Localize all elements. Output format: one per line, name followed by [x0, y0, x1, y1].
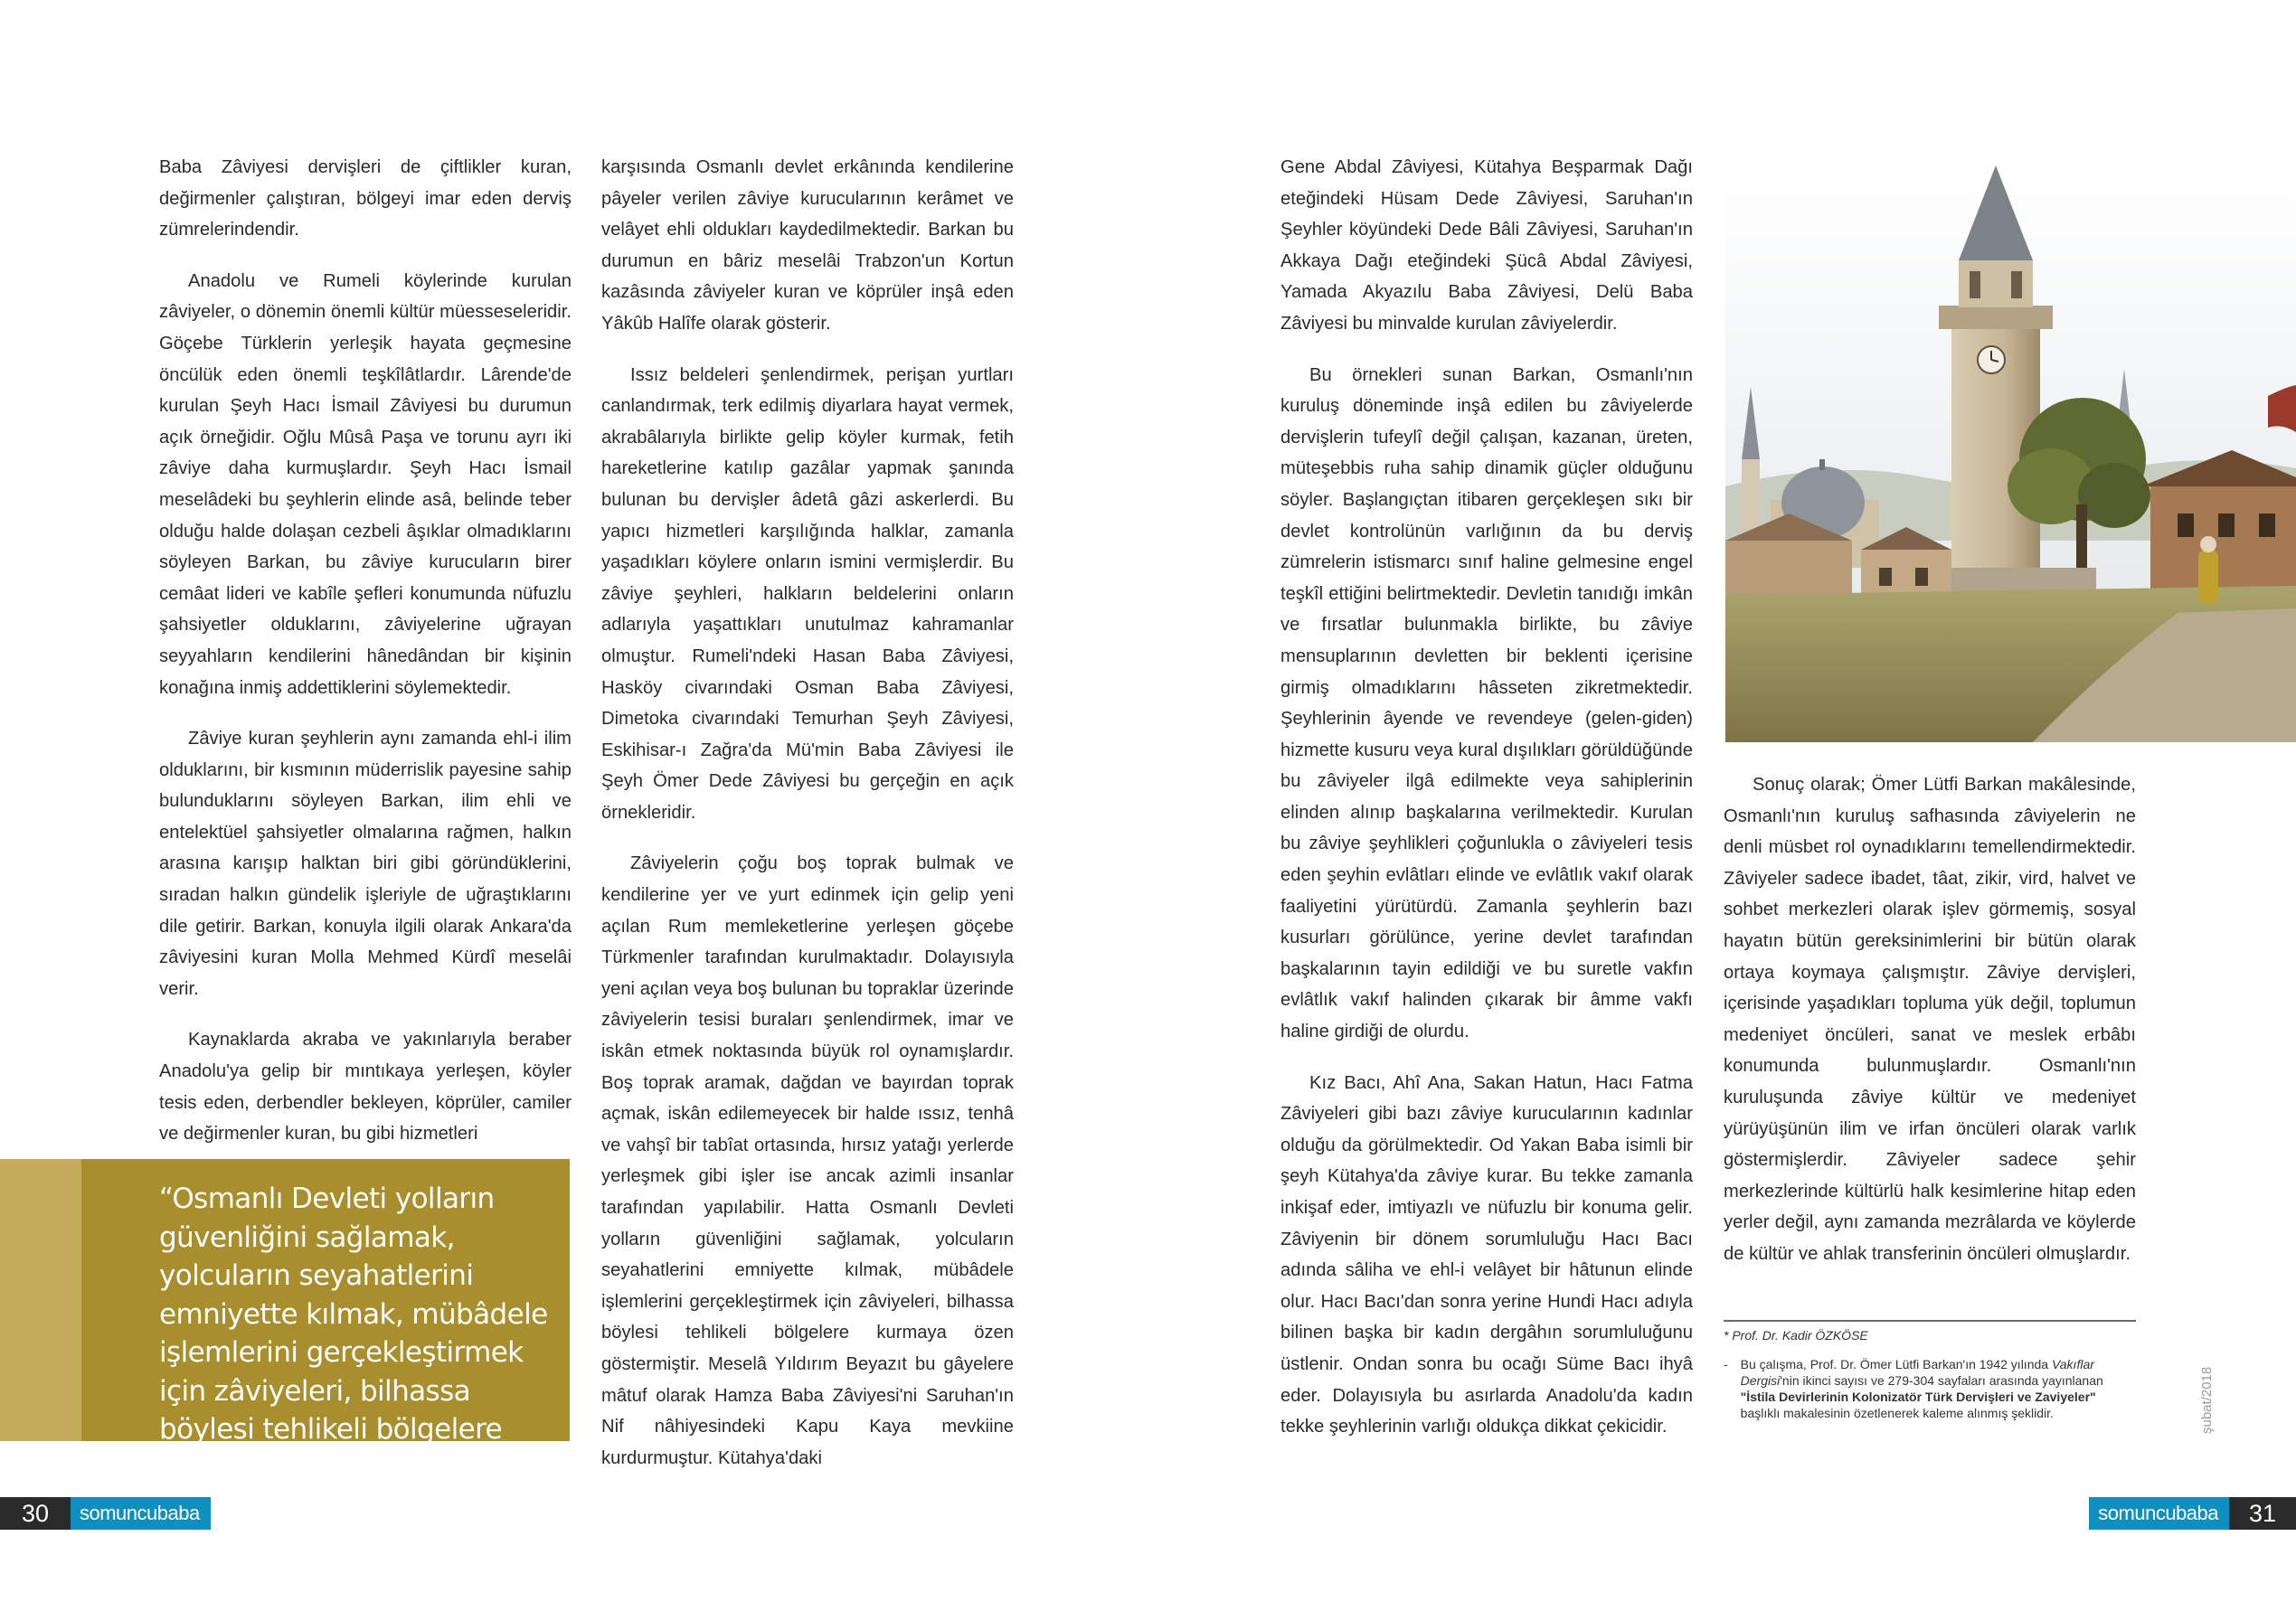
pull-quote-accent-strip	[0, 1159, 81, 1441]
paragraph: Kaynaklarda akraba ve yakınlarıyla beraber Anadolu'ya gelip bir mıntıkaya yerleşen, köyler tesis eden, derbendler bekleyen, köprüler, camiler ve değirmenler kuran, bu gibi hizmetleri	[159, 1030, 572, 1145]
footnote-author: * Prof. Dr. Kadir ÖZKÖSE	[1724, 1328, 1868, 1343]
brand-logo-left: somuncubaba	[71, 1497, 211, 1530]
paragraph: Sonuç olarak; Ömer Lütfi Barkan makâlesinde, Osmanlı'nın kuruluş safhasında zâviyelerin ne denli müsbet rol oynadıklarını temellendirmektedir. Zâviyeler sadece ibadet, tâat, zikir, vird, halvet ve sohbet merkezleri olarak işlev görmemiş, sosyal hayatın bütün gereksinimlerini bir bütün olarak ortaya koymaya çalışmıştır. Zâviye dervişleri, içerisinde yaşadıkları topluma yük değil, toplumun medeniyet öncüleri, sanat ve meslek erbâbı konumunda bulunmuşlardır. Osmanlı'nın kuruluşunda zâviye kültür ve medeniyet yürüyüşünün ilim ve irfan öncüleri olarak varlık göstermişlerdir. Zâviyeler sadece şehir merkezlerinde kültürlü halk kesimlerine hitap eden yerler değil, aynı zamanda mezrâlarda ve köylerde de kültür ve ahlak transferinin öncüleri olmuşlardır.	[1724, 775, 2136, 1264]
paragraph: Gene Abdal Zâviyesi, Kütahya Beşparmak Dağı eteğindeki Hüsam Dede Zâviyesi, Saruhan'ın Şeyhler köyündeki Dede Bâli Zâviyesi, Saruhan'ın Akkaya Dağı eteğindeki Şücâ Abdal Zâviyesi, Yamada Akyazılu Baba Zâviyesi, Delü Baba Zâviyesi bu minvalde kurulan zâviyelerdir.	[1280, 157, 1693, 334]
footnote-dash: -	[1724, 1357, 1728, 1371]
footnote-prefix: Bu çalışma, Prof. Dr. Ömer Lütfi Barkan'ın 1942 yılında	[1740, 1357, 2052, 1371]
paragraph: Zâviye kuran şeyhlerin aynı zamanda ehl-i ilim olduklarını, bir kısmının müderrislik payesine sahip bulunduklarını söyleyen Barkan, ilim ehli ve entelektüel şahsiyetler olmalarına rağmen, halkın arasına karışıp halktan biri gibi göründüklerini, sıradan halkın gündelik işleriyle de uğraştıklarını dile getirir. Barkan, konuyla ilgili olarak Ankara'da zâviyesini kuran Molla Mehmed Kürdî meselâi verir.	[159, 729, 572, 999]
footnote-note	[1724, 1356, 2136, 1421]
paragraph: Kız Bacı, Ahî Ana, Sakan Hatun, Hacı Fatma Zâviyeleri gibi bazı zâviye kurucularının kadınlar olduğu da görülmektedir. Od Yakan Baba isimli bir şeyh Kütahya'da zâviye kurar. Bu tekke zamanla inkişaf eder, imtiyazlı ve nüfuzlu bir konuma gelir. Zâviyenin bir dönem sorumluluğu Hacı Bacı adında sâliha ve ehl-i velâyet bir hâtunun elinde olur. Hacı Bacı'dan sonra yerine Hundi Hacı adıyla bilinen başka bir kadın dergâhın sorumluluğunu üstlenir. Ondan sonra bu ocağı Süme Bacı ihyâ eder. Dolayısıyla bu asırlarda Anadolu'da kadın tekke şeyhlerinin varlığı oldukça dikkat çekicidir.	[1280, 1072, 1693, 1437]
footnote-suffix: başlıklı makalesinin özetlenerek kaleme alınmış şeklidir.	[1740, 1406, 2054, 1420]
footnote-article-title: "İstila Devirlerinin Kolonizatör Türk Dervişleri ve Zaviyeler"	[1740, 1390, 2096, 1404]
footnote-middle: 'nin ikinci sayısı ve 279-304 sayfaları arasında yayınlanan	[1780, 1373, 2103, 1388]
left-page-footer	[0, 1497, 211, 1530]
paragraph: Issız beldeleri şenlendirmek, perişan yurtları canlandırmak, terk edilmiş diyarlara hayat vermek, akrabâlarıyla birlikte gelip köyler kurmak, fetih hareketlerine katılıp gazâlar yapmak şanında bulunan bu dervişler âdetâ gâzi askerlerdi. Bu yapıcı hizmetleri karşılığında halklar, zamanla yaşadıkları köylere onların ismini vermişlerdir. Bu zâviye şeyhleri, halkların beldelerini onların adlarıyla yaşattıkları unutulmaz kahramanlar olmuştur. Rumeli'ndeki Hasan Baba Zâviyesi, Hasköy civarındaki Osman Baba Zâviyesi, Dimetoka civarındaki Temurhan Şeyh Zâviyesi, Eskihisar-ı Zağra'da Mü'min Baba Zâviyesi ile Şeyh Ömer Dede Zâviyesi bu gerçeğin en açık örnekleridir.	[601, 364, 1014, 823]
issue-date: şubat/2018	[2199, 1366, 2215, 1434]
brand-logo-right: somuncubaba	[2089, 1497, 2229, 1530]
footnote-text	[1741, 1356, 2136, 1421]
paragraph: Bu örnekleri sunan Barkan, Osmanlı'nın kuruluş döneminde inşâ edilen bu zâviyelerde dervişlerin tufeylî değil çalışan, kazanan, üreten, müteşebbis ruha sahip dinamik güçler olduğunu söyler. Başlangıçtan itibaren gerçekleşen sıkı bir devlet kontrolünün varlığının da bu derviş zümrelerin istismarcı sınıf haline gelmesine engel teşkîl ettiğini belirtmektedir. Devletin tanıdığı imkân ve fırsatlar bulunmakla birlikte, bu zâviye mensuplarının devletten bir beklenti içerisine girmiş olmadıklarını hâsseten zikretmektedir. Şeyhlerinin âyende ve revendeye (gelen-giden) hizmette kusuru veya kural dışılıkları görüldüğünde bu zâviyeler ilgâ edilmekte veya sahiplerinin elinden alınıp başkalarına verilmektedir. Kurulan bu zâviye şeyhlikleri çoğunlukla o zâviyeleri tesis eden şeyhin evlâtları elinde ve evlâtlık vakıf olarak faaliyetini yürütürdü. Zamanla şeyhlerin bazı kusurları görülünce, yerine devlet tarafından başkalarının tayin edildiği ve bu suretle vakfın evlâtlık vakıf halinden çıkarak bir âmme vakfı haline girdiği de olurdu.	[1280, 364, 1693, 1042]
paragraph: Zâviyelerin çoğu boş toprak bulmak ve kendilerine yer ve yurt edinmek için gelip yeni açılan Rum memleketlerine yerleşen göçebe Türkmenler tarafından kurulmaktadır. Dolayısıyla yeni açılan veya boş bulunan bu topraklar üzerinde zâviyelerin tesisi buraları şenlendirmek, imar ve iskân etmek noktasında büyük rol oynamışlardır. Boş toprak aramak, dağdan ve bayırdan toprak açmak, iskân edilemeyecek bir halde ıssız, tenhâ ve vahşî bir tabîat ortasında, hırsız yatağı yerlerde yerleşmek gibi işler ise ancak azimli insanlar tarafından yapılabilir. Hatta Osmanlı Devleti yolların güvenliğini sağlamak, yolcuların seyahatlerini emniyette kılmak, mübâdele işlemlerini gerçekleştirmek için zâviyeleri, bilhassa böylesi tehlikeli bölgelere kurmaya özen göstermiştir. Meselâ Yıldırım Beyazıt bu gâyelere mâtuf olarak Hamza Baba Zâviyesi'ni Saruhan'ın Nif nâhiyesindeki Kapu Kaya mevkiine kurdurmuştur. Kütahya'daki	[601, 853, 1014, 1468]
illustration-town-with-clock-tower	[1725, 161, 2296, 742]
right-page-column-1	[1280, 152, 1693, 1463]
footnote-journal: Vakıflar Dergisi	[1740, 1357, 2094, 1388]
left-page-column-2	[601, 152, 1014, 1494]
paragraph: Anadolu ve Rumeli köylerinde kurulan zâviyeler, o dönemin önemli kültür müesseseleridir. Göçebe Türklerin yerleşik hayata geçmesine öncülük eden önemli teşkîlâtlardır. Lârende'de kurulan Şeyh Hacı İsmail Zâviyesi bu durumun açık örneğidir. Oğlu Mûsâ Paşa ve torunu ayrı iki zâviye daha kurmuşlardır. Şeyh Hacı İsmail meselâdeki bu şeyhlerin elinde asâ, belinde teber olduğu halde dolaşan cezbeli âşıklar olmadıklarını söyleyen Barkan, bu zâviye kurucuların birer cemâat lideri ve kabîle şefleri konumunda nüfuzlu şahsiyetler olduklarını, zâviyelerine uğrayan seyyahların kendilerini hânedândan bir kişinin konağına inmiş addettiklerini söylemektedir.	[159, 270, 572, 698]
right-page-column-2	[1724, 769, 2136, 1290]
footnotes	[1724, 1320, 2136, 1421]
right-page-footer	[2089, 1497, 2296, 1530]
paragraph: Baba Zâviyesi dervişleri de çiftlikler kuran, değirmenler çalıştıran, bölgeyi imar eden derviş zümrelerindendir.	[159, 157, 572, 240]
page-number-right: 31	[2229, 1497, 2296, 1530]
pull-quote-text: “Osmanlı Devleti yolların güvenliğini sağlamak, yolcuların seyahatlerini emniyette kılmak, mübâdele işlemlerini gerçekleştirmek için zâviyeleri, bilhassa böylesi tehlikeli bölgelere kurmaya özen göstermiştir.”	[159, 1183, 548, 1484]
paragraph: karşısında Osmanlı devlet erkânında kendilerine pâyeler verilen zâviye kurucularının kerâmet ve velâyet ehli oldukları kaydedilmektedir. Barkan bu durumun en bâriz meselâi Trabzon'un Kortun kazâsında zâviyeler kuran ve köprüler inşâ eden Yâkûb Halîfe olarak gösterir.	[601, 157, 1014, 334]
page-number-left: 30	[0, 1497, 71, 1530]
painting	[1725, 161, 2296, 742]
left-page-column-1	[159, 152, 572, 1170]
